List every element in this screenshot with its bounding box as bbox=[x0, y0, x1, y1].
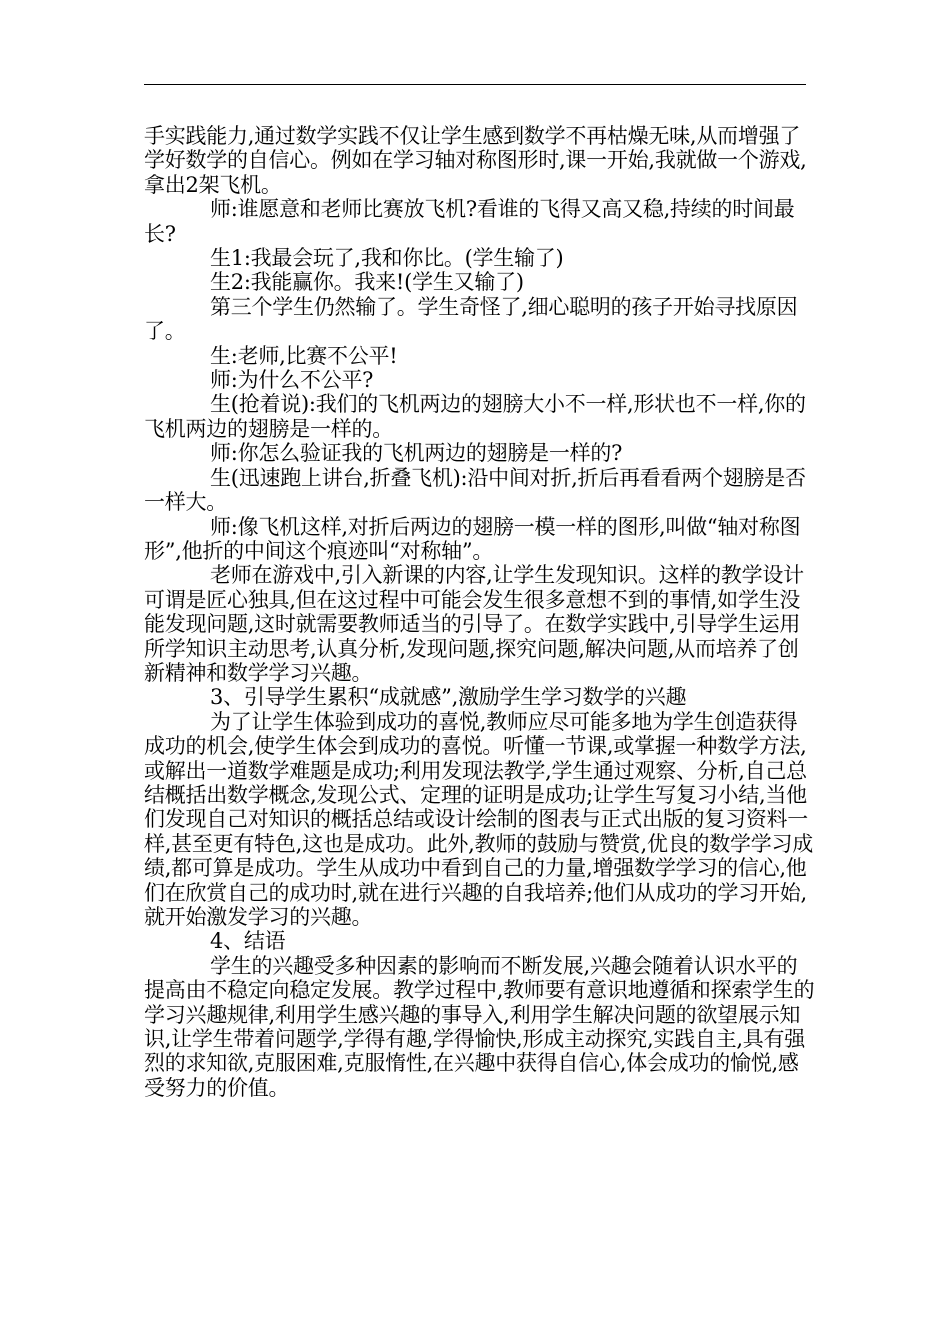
dialogue-line: 生1:我最会玩了,我和你比。(学生输了) bbox=[210, 246, 564, 271]
paragraph: 老师在游戏中,引入新课的内容,让学生发现知识。这样的教学设计可谓是匠心独具,但在这过程中可能会发生很多意想不到的事情,如学生没能发现问题,这时就需要教师适当的引导了。在数学实践中,引导学生运用所学知识主动思考,认真分析,发现问题,探究问题,解决问题,从而培养了创新精神和数学学习兴趣。 bbox=[144, 563, 804, 685]
dialogue-line: 生(抢着说):我们的飞机两边的翅膀大小不一样,形状也不一样,你的飞机两边的翅膀是一样的。 bbox=[144, 392, 806, 441]
paragraph: 手实践能力,通过数学实践不仅让学生感到数学不再枯燥无味,从而增强了学好数学的自信心。例如在学习轴对称图形时,课一开始,我就做一个游戏,拿出2架飞机。 bbox=[144, 124, 807, 197]
header-rule bbox=[144, 84, 806, 85]
dialogue-line: 生2:我能赢你。我来!(学生又输了) bbox=[210, 270, 524, 295]
section-heading: 3、引导学生累积“成就感”,激励学生学习数学的兴趣 bbox=[210, 685, 687, 710]
section-heading: 4、结语 bbox=[210, 929, 286, 954]
paragraph: 学生的兴趣受多种因素的影响而不断发展,兴趣会随着认识水平的提高由不稳定向稳定发展。教学过程中,教师要有意识地遵循和探索学生的学习兴趣规律,利用学生感兴趣的事导入,利用学生解决问题的欲望展示知识,让学生带着问题学,学得有趣,学得愉快,形成主动探究,实践自主,具有强烈的求知欲,克服困难,克服惰性,在兴趣中获得自信心,体会成功的愉悦,感受努力的价值。 bbox=[144, 953, 815, 1100]
dialogue-line: 师:你怎么验证我的飞机两边的翅膀是一样的? bbox=[210, 441, 623, 466]
dialogue-line: 师:谁愿意和老师比赛放飞机?看谁的飞得又高又稳,持续的时间最长? bbox=[144, 197, 795, 246]
dialogue-line: 师:为什么不公平? bbox=[210, 368, 374, 393]
paragraph: 第三个学生仍然输了。学生奇怪了,细心聪明的孩子开始寻找原因了。 bbox=[144, 294, 798, 344]
dialogue-line: 师:像飞机这样,对折后两边的翅膀一模一样的图形,叫做“轴对称图形”,他折的中间这个痕迹叫“对称轴”。 bbox=[144, 514, 801, 563]
paragraph: 为了让学生体验到成功的喜悦,教师应尽可能多地为学生创造获得成功的机会,使学生体会到成功的喜悦。听懂一节课,或掌握一种数学方法,或解出一道数学难题是成功;利用发现法教学,学生通过观察、分析,自己总结概括出数学概念,发现公式、定理的证明是成功;让学生写复习小结,当他们发现自己对知识的概括总结或设计绘制的图表与正式出版的复习资料一样,甚至更有特色,这也是成功。此外,教师的鼓励与赞赏,优良的数学学习成绩,都可算是成功。学生从成功中看到自己的力量,增强数学学习的信心,他们在欣赏自己的成功时,就在进行兴趣的自我培养;他们从成功的学习开始,就开始激发学习的兴趣。 bbox=[144, 709, 813, 929]
dialogue-line: 生:老师,比赛不公平! bbox=[210, 343, 398, 368]
dialogue-line: 生(迅速跑上讲台,折叠飞机):沿中间对折,折后再看看两个翅膀是否一样大。 bbox=[144, 465, 806, 515]
document-body bbox=[144, 124, 816, 1100]
